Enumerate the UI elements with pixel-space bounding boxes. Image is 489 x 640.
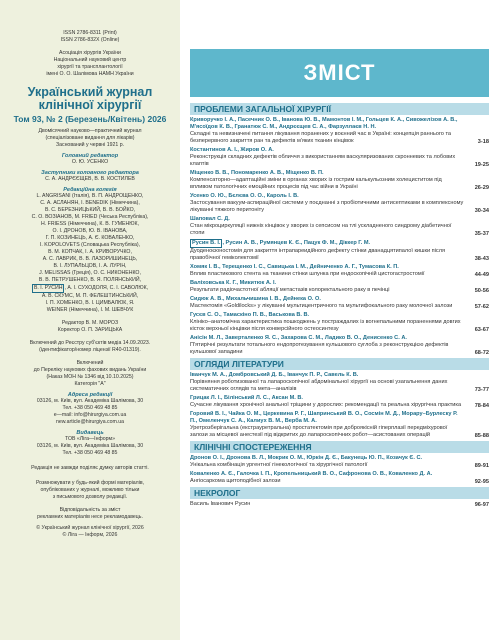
journal-description: Двомісячний науково—практичний журнал (спеціалізоване видання для лікарів) Заснований у червні 1921 р. (38, 128, 142, 148)
table-of-contents (190, 101, 489, 510)
deputies-heading: Заступники головного редактора (41, 170, 139, 176)
entry-title: Уретрозберігальна (екстрауретральна) простатектомія при доброякісній гіперплазії передміхурової залози за місцевої анестезії під відкритих до лапароскопічних робот—асистованих операцій (190, 425, 448, 438)
category-info: Включений до Переліку наукових фахових видань України (Наказ МОН № 1346 від 10.10.2025) Категорія "А" (33, 360, 147, 387)
entry-pages: 35-37 (474, 231, 489, 237)
entry-pages: 26-29 (474, 185, 489, 191)
entry-title: П'ятирічні результати тотального ендопротезування кульшового суглоба з реконструкцією дефектів кульшової западини (190, 342, 449, 355)
entry-authors: Валіховська К. Г., Микитюк А. І. (190, 280, 277, 286)
highlighted-author: Русин В. І. (192, 240, 221, 246)
entry-title: Ангіосаркома щитоподібної залози (190, 478, 281, 484)
toc-entry[interactable] (190, 411, 489, 439)
toc-entry[interactable] (190, 312, 489, 333)
toc-entry[interactable] (190, 395, 489, 409)
entry-pages: 44-49 (474, 272, 489, 278)
section-heading: НЕКРОЛОГ (190, 487, 489, 499)
entry-title: Вплив пластикового стента на тканини стінки шлунка при ендоскопічній цистогастростомії (190, 271, 425, 277)
toc-entry[interactable] (190, 147, 489, 168)
registry-info: Включений до Реєстру суб'єктів медіа 14.09.2023. (ідентифікатор/номер ліцензії R40-01319). (29, 340, 151, 353)
toc-entry[interactable] (190, 372, 489, 393)
toc-entry[interactable] (190, 216, 489, 237)
association-block: Асоціація хірургів України Національний науковий центр хірургії та трансплантології імені О. О. Шалімова НАМН України (46, 50, 134, 77)
entry-pages: 85-88 (474, 433, 489, 439)
entry-title: Стан мікроциркуляції нижніх кінцівок у хворих із сепсисом на тлі ускладненого синдрому діабетичної стопи (190, 223, 452, 236)
entry-pages: 3-18 (477, 139, 489, 145)
entry-title: Результати радіочастотної абляції метастазів колоректального раку в печінці (190, 287, 390, 293)
entry-title: Складні та невизначені питання лікування поранених у воєнний час в Україні: концепція раннього та безперервного закриття ран та дефектів м'яких тканин кінцівок (190, 131, 452, 144)
entry-title: Застосування вакуум-аспираційної системи у поєднанні з пробіотичними антисептиками в комплексному лікуванні тяжкого перитоніту (190, 200, 464, 213)
ads-note: Відповідальність за зміст рекламних матеріалів несе рекламодавець. (37, 507, 143, 520)
journal-title: Український журнал клінічної хірургії (27, 85, 153, 112)
toc-entry[interactable] (190, 335, 489, 356)
entry-authors: Іванчук М. А., Домбровський Д. Б., Іванчук П. Р., Савель К. В. (190, 372, 359, 378)
issn-block: ISSN 2786-8311 (Print) ISSN 2786-832X (Online) (60, 30, 120, 43)
contents-heading: ЗМІСТ (190, 49, 489, 97)
entry-pages: 96-97 (474, 502, 489, 508)
entry-authors: Гусєв С. О., Тамаскіно П. В., Васькова В. В. (190, 312, 310, 318)
entry-pages: 57-62 (474, 304, 489, 310)
entry-authors: Шаповал С. Д. (190, 216, 230, 222)
section-heading: КЛІНІЧНІ СПОСТЕРЕЖЕННЯ (190, 441, 489, 453)
toc-entry[interactable] (190, 170, 489, 191)
entry-pages: 30-34 (474, 208, 489, 214)
toc-entry[interactable] (190, 264, 489, 278)
entry-title: Компенсаторно—адаптаційні зміни в органах хворих із гострим калькульозним холециститом під впливом патологічних емоційних процесів під час війни в Україні (190, 177, 442, 190)
section-heading: ОГЛЯДИ ЛІТЕРАТУРИ (190, 358, 489, 370)
toc-entry[interactable] (190, 193, 489, 214)
entry-authors: Криворучко І. А., Пасечник О. В., Іванова Ю. В., Мамонтов І. М., Гольцев К. А., Сивожелізов А. В., М'ясоїдов К. В., Гранатюк С. М., Андрєєщев С. А., Фарзуллаєв Н. Н. (190, 117, 458, 130)
section-heading: ПРОБЛЕМИ ЗАГАЛЬНОЇ ХІРУРГІЇ (190, 103, 489, 115)
publisher-block: ТОВ «Ліга—Інформ» 03126, м. Київ, вул. Академіка Шалімова, 30 Тел. +38 050 469 48 85 (36, 436, 144, 456)
editor-credits: Редактор В. М. МОРОЗ Коректор О. П. ЗАРИЦЬКА (57, 320, 123, 333)
entry-pages: 63-67 (474, 327, 489, 333)
entry-authors: Міщенко В. В., Пономаренко А. В., Міщенко В. П. (190, 170, 324, 176)
editorial-board-list: L. ANGRISANI (Італія), В. П. АНДРОЩЕНКО, С. А. АСЛАНЯН, I. BENEDIK (Німеччина), В. С. БЕРЕЗНИЦЬКИЙ, В. В. БОЙКО, С. О. ВОЗІАНОВ, M. FRIED (Чеська Республіка), H. FRIESS (Німеччина), К. В. ГУМЕНЮК, О. І. ДРОНОВ, Ю. В. ІВАНОВА, Г. П. КОЗИНЕЦЬ, А. Є. КОВАЛЕНКО, І. KOPOLOVETS (Словацька Республіка), В. М. КОПЧАК, І. А. КРИВОРУЧКО, А. С. ЛАВРИК, В. В. ЛАЗОРИШИНЕЦЬ, В. І. ЛУПАЛЬЦОВ, І. А. ЛУРІН, J. MELISSAS (Греція), О. С. НИКОНЕНКО, В. В. ПЕТРУШЕНКО, В. Я. ПОЛЯНСЬКИЙ, В. І. РУСИН , А. І. СУХОДОЛЯ, С. І. САВОЛЮК, А. В. СКУМС, М. П. ФЕЛЕШТИНСЬКИЙ, І. П. ХОМЕНКО, В. І. ЦИМБАЛЮК, Я. WEINER (Німеччина), І. М. ШЕВЧУК (31, 193, 149, 313)
entry-pages: 50-56 (474, 288, 489, 294)
chief-editor-name: О. Ю. УСЕНКО (71, 159, 109, 165)
entry-authors: Усенко О. Ю., Бєлєва О. О., Кароль І. В. (190, 193, 299, 199)
entry-authors: Горовий В. І., Чайка О. М., Церкевина Р. Г., Шапринський В. О., Сосмін М. Д., Морару–Бурлеску Р. П., Омеленчук С. А., Калиух В. М., Верба М. А. (190, 411, 458, 424)
entry-authors: Коваленко А. Є., Галочка І. П., Кропельницький В. О., Сафронова О. В., Коваленко Д. А. (190, 471, 433, 477)
toc-entry[interactable] (190, 239, 489, 262)
entry-title: Сучасне лікування хронічної анальної тріщини у дорослих: рекомендації та реальна хірургічна практика (190, 402, 462, 408)
highlighted-board-member: В. І. РУСИН (33, 285, 63, 291)
toc-entry[interactable] (190, 471, 489, 485)
deputies-names: С. А. АНДРЄЄЩЕВ, В. В. КОСТИЛЕВ (45, 176, 135, 182)
entry-authors: Дронов О. І., Дронова В. Л., Мокрик О. М., Юркін Д. Є., Бакунець Ю. П., Козачук Є. С. (190, 455, 423, 461)
copyright: © Український журнал клінічної хірургії, 2026 © Ліга — Інформ, 2026 (36, 525, 144, 538)
toc-entry[interactable] (190, 117, 489, 145)
masthead-column (0, 0, 180, 640)
entry-pages: 19-25 (474, 162, 489, 168)
entry-pages: 89-91 (474, 463, 489, 469)
toc-entry[interactable] (190, 501, 489, 508)
journal-issue: Том 93, № 2 (Березень/Квітень) 2026 (13, 114, 167, 124)
entry-title: Мастектомія «Goldilocks» у лікуванні мультицентричного та мультифокального раку молочної залози (190, 303, 453, 309)
address-heading: Адреса редакції (67, 392, 113, 398)
entry-pages: 78-84 (474, 403, 489, 409)
publisher-heading: Видавець (76, 430, 104, 436)
address-block: 03126, м. Київ, вул. Академіка Шалімова, 30 Тел. +38 050 469 48 85 e—mail: info@hirurgiya.com.ua new.article@hirurgiya.com.ua (8, 398, 172, 426)
email-link[interactable]: e—mail: info@hirurgiya.com.ua (53, 412, 127, 418)
entry-pages: 73-77 (474, 387, 489, 393)
entry-authors: Костантинов А. І., Жиров О. А. (190, 147, 274, 153)
entry-authors: Хомяк І. В., Терещенко І. С., Савицька І. М., Дейниченко А. Г., Тумасова К. П. (190, 264, 399, 270)
entry-authors: Русин В. І. , Русин А. В., Румянцев К. Є., Пацук Ф. М., Діккер Г. М. (192, 240, 371, 246)
disclaimer: Редакція не завжди поділяє думку авторів статті. (31, 465, 149, 471)
entry-title: Василь Іванович Русин (190, 501, 251, 507)
reprint-note: Розмножувати у будь-який формі матеріалів, опублікованих у журналі, можливо тільки з письмового дозволу редакції. (35, 480, 145, 500)
entry-pages: 38-43 (474, 256, 489, 262)
toc-entry[interactable] (190, 280, 489, 294)
toc-entry[interactable] (190, 455, 489, 469)
contents-column (180, 0, 489, 640)
entry-pages: 92-95 (474, 479, 489, 485)
entry-title: Дуоденоєюностомія для закриття інтрапареидійного дефекту стінки дванадцятипалої кишки після правобічної геміколектомії (190, 248, 446, 261)
toc-entry[interactable] (190, 296, 489, 310)
board-heading: Редакційна колегія (63, 187, 117, 193)
entry-title: Реконструкція складних дефектів обличчя з використанням васкуляризованих скронневих та лобових клаптів (190, 154, 456, 167)
entry-authors: Сидюк А. В., Михальчишина І. В., Дейнека О. О. (190, 296, 321, 302)
entry-pages: 68-72 (474, 350, 489, 356)
chief-editor-heading: Головний редактор (61, 153, 119, 159)
entry-title: Унікальна комбінація ургентної гінекологічної та хірургічної патології (190, 462, 368, 468)
entry-authors: Анісін М. Л., Заверталенко Я. С., Захарова С. М., Ладико В. О., Денисенко С. А. (190, 335, 407, 341)
email-link-2[interactable]: new.article@hirurgiya.com.ua (55, 419, 125, 425)
entry-title: Порівняння роботизованої та лапароскопічної абдомінальної хірургії на основі узагальнення даних систематичних оглядів та мета—аналізів (190, 379, 448, 392)
entry-authors: Грицак Л. І., Білінський Л. С., Аксан М. В. (190, 395, 303, 401)
entry-title: Клініко–анатомічна характеристика пошкоджень у постраждалих із вогнепальними пораненнями довгих кісток верхньої кінцівки після конверсійного остеосинтезу (190, 319, 461, 332)
